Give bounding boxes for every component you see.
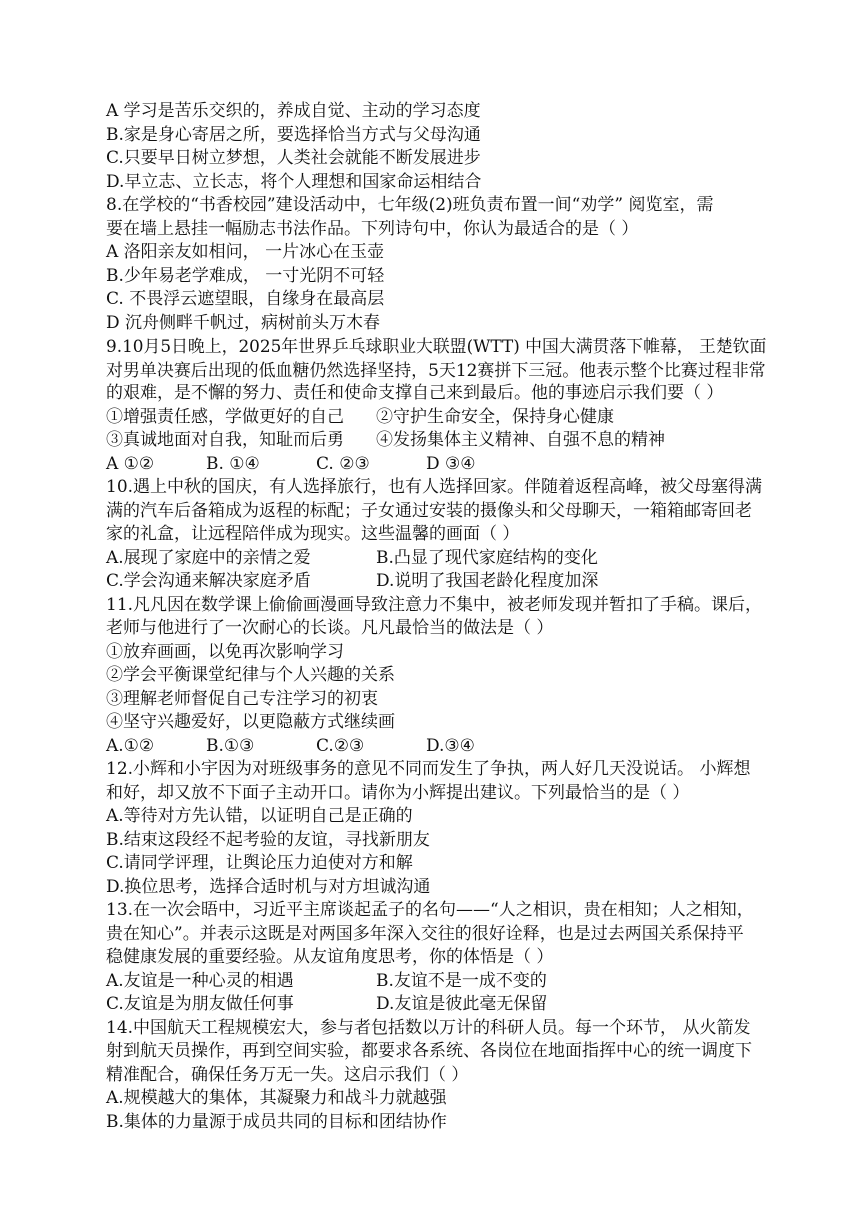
answer-option: C. ②③ [316,453,370,474]
answer-option: C.②③ [316,735,365,756]
option-line: A.规模越大的集体，其凝聚力和战斗力就越强 [106,1088,447,1108]
option-line: B.家是身心寄居之所，要选择恰当方式与父母沟通 [106,124,481,145]
option-line: A 洛阳亲友如相问， 一片冰心在玉壶 [106,242,385,262]
statement: ③真诚地面对自我，知耻而后勇 [106,430,344,450]
answer-option: C.学会沟通来解决家庭矛盾 [106,571,311,591]
question-9-stem: 的艰难，是不懈的努力、责任和使命支撑自己来到最后。他的事迹启示我们要（ ） [106,383,724,403]
option-line: C.只要早日树立梦想，人类社会就能不断发展进步 [106,148,481,168]
answer-options-row [106,970,766,994]
question-14-stem: 射到航天员操作，再到空间实验，都要求各系统、各岗位在地面指挥中心的统一调度下 [106,1041,752,1061]
answer-option: A ①② [106,453,155,474]
statement: ①放弃画画，以免再次影响学习 [106,641,344,662]
answer-option: D.说明了我国老龄化程度加深 [376,571,599,591]
answer-options-row [106,547,766,571]
answer-option: A.①② [106,735,155,756]
answer-option: D ③④ [426,453,476,474]
answer-option: B.凸显了现代家庭结构的变化 [376,547,598,568]
option-line: D 沉舟侧畔千帆过，病树前头万木春 [106,312,381,333]
question-8-stem: 要在墙上悬挂一幅励志书法作品。下列诗句中，你认为最适合的是（ ） [106,218,639,239]
question-9-stem: 对男单决赛后出现的低血糖仍然选择坚持，5天12赛拼下三冠。他表示整个比赛过程非常 [106,359,766,380]
option-line: C.请同学评理，让舆论压力迫使对方和解 [106,853,413,873]
statement: ①增强责任感，学做更好的自己 [106,406,344,427]
exam-content [106,100,766,1134]
answer-option: B. ①④ [206,453,260,474]
question-12-stem: 12.小辉和小宇因为对班级事务的意见不同而发生了争执，两人好几天没说话。 小辉想 [106,759,751,779]
option-line: D.换位思考，选择合适时机与对方坦诚沟通 [106,876,431,897]
statement: ④坚守兴趣爱好，以更隐蔽方式继续画 [106,712,395,732]
statement-row [106,406,766,430]
option-line: A 学习是苦乐交织的，养成自觉、主动的学习态度 [106,101,481,121]
statement: ②学会平衡课堂纪律与个人兴趣的关系 [106,665,395,685]
answer-option: C.友谊是为朋友做任何事 [106,994,294,1014]
answer-option: B.①③ [206,735,255,756]
question-14-stem: 14.中国航天工程规模宏大，参与者包括数以万计的科研人员。每一个环节， 从火箭发 [106,1017,751,1038]
question-12-stem: 和好，却又放不下面子主动开口。请你为小辉提出建议。下列最恰当的是（ ） [106,782,690,803]
question-10-stem: 10.遇上中秋的国庆，有人选择旅行，也有人选择回家。伴随着返程高峰，被父母塞得满 [106,477,763,497]
answer-options-row [106,735,766,759]
option-line: D.早立志、立长志，将个人理想和国家命运相结合 [106,171,482,192]
answer-option: A.展现了家庭中的亲情之爱 [106,547,311,568]
statement: ④发扬集体主义精神、自强不息的精神 [376,430,665,450]
option-line: B.结束这段经不起考验的友谊，寻找新朋友 [106,829,430,850]
question-10-stem: 满的汽车后备箱成为返程的标配；子女通过安装的摄像头和父母聊天，一箱箱邮寄回老 [106,500,752,521]
answer-options-row [106,453,766,477]
question-13-stem: 稳健康发展的重要经验。从友谊角度思考，你的体悟是（ ） [106,947,554,967]
answer-option: D.友谊是彼此毫无保留 [376,994,548,1014]
answer-option: A.友谊是一种心灵的相遇 [106,970,294,991]
option-line: B.少年易老学难成， 一寸光阴不可轻 [106,265,385,286]
question-14-stem: 精准配合，确保任务万无一失。这启示我们（ ） [106,1064,469,1085]
answer-option: B.友谊不是一成不变的 [376,970,547,991]
option-line: C. 不畏浮云遮望眼，自缘身在最高层 [106,289,385,309]
question-13-stem: 13.在一次会晤中，习近平主席谈起孟子的名句——“人之相识，贵在相知；人之相知， [106,900,754,920]
option-line: A.等待对方先认错，以证明自己是正确的 [106,806,413,826]
question-8-stem: 8.在学校的“书香校园”建设活动中，七年级(2)班负责布置一间“劝学” 阅览室，需 [106,195,714,215]
answer-option: D.③④ [426,735,475,756]
question-10-stem: 家的礼盒，让远程陪伴成为现实。这些温馨的画面（ ） [106,524,520,544]
answer-options-row [106,570,766,594]
statement: ③理解老师督促自己专注学习的初衷 [106,688,378,709]
question-9-stem: 9.10月5日晚上，2025年世界乒乓球职业大联盟(WTT) 中国大满贯落下帷幕， 王楚钦面 [106,336,767,356]
question-13-stem: 贵在知心”。并表示这既是对两国多年深入交往的很好诠释，也是过去两国关系保持平 [106,923,744,944]
question-11-stem: 老师与他进行了一次耐心的长谈。凡凡最恰当的做法是（ ） [106,618,554,638]
answer-options-row [106,993,766,1017]
option-line: B.集体的力量源于成员共同的目标和团结协作 [106,1111,447,1132]
question-11-stem: 11.凡凡因在数学课上偷偷画漫画导致注意力不集中，被老师发现并暂扣了手稿。课后， [106,594,763,615]
statement: ②守护生命安全，保持身心健康 [376,406,614,427]
statement-row [106,429,766,453]
